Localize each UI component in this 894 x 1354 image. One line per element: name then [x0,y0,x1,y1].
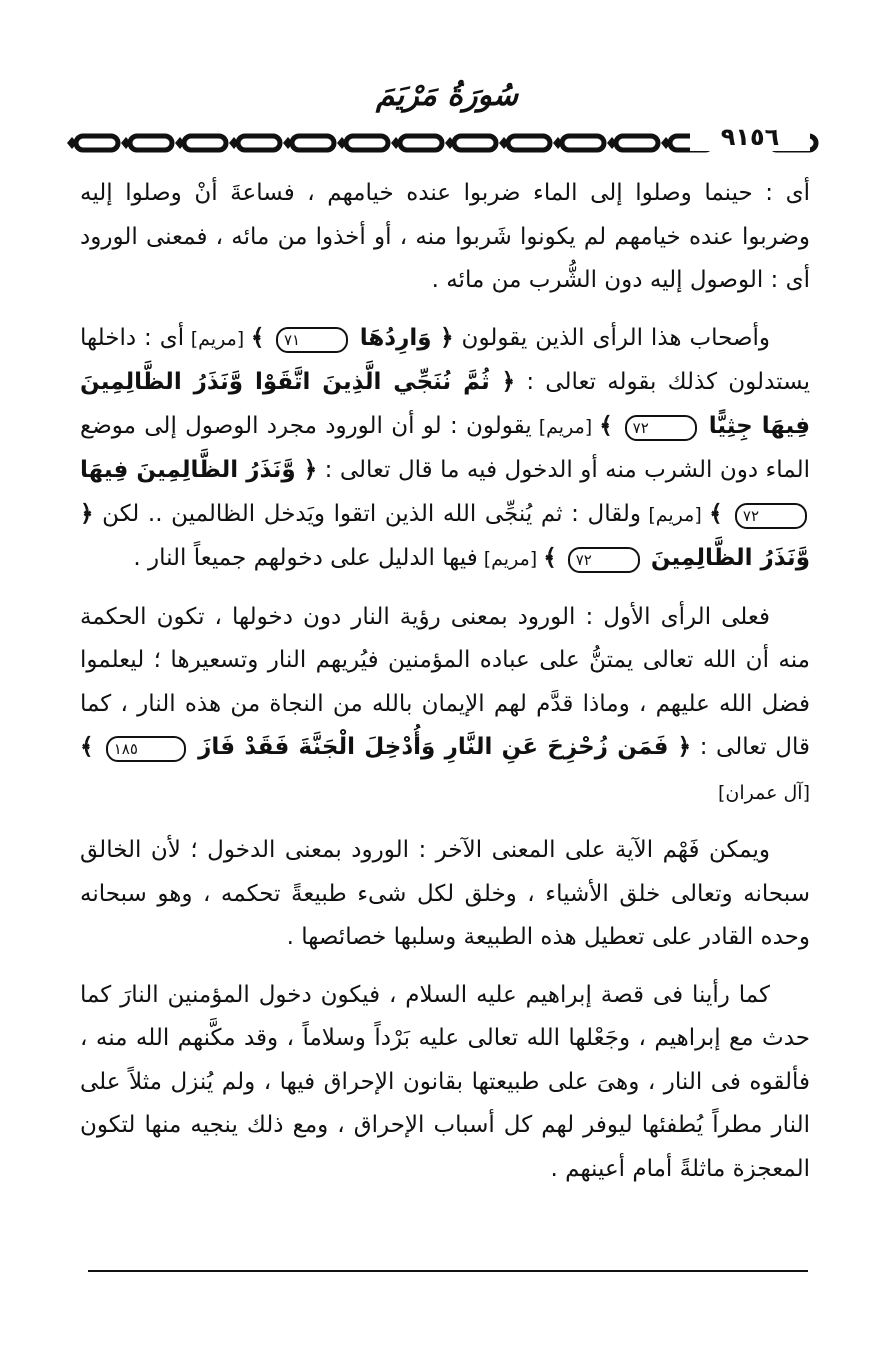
ayah-number: ٧٢ [625,415,697,441]
body-text-run: يقولون : لو أن الورود مجرد الوصول إلى موضع الماء دون الشرب منه أو الدخول فيه ما قال تعالى : [80,412,811,483]
footer-rule [88,1270,808,1272]
surah-reference: [مريم] [477,548,544,570]
body-text-run: فعلى الرأى الأول : الورود بمعنى رؤية النار دون دخولها ، تكون الحكمة منه أن الله تعالى يمتنُّ على عباده المؤمنين فيُريهم النار وتسعيرها ؛ ليعلموا فضل الله عليهم ، وماذا قدَّم لهم الإيمان بالله من النجاة من هذه النار ، كما قال تعالى : [80,603,810,760]
body-text-run: أى : حينما وصلوا إلى الماء ضربوا عنده خيامهم ، فساعةَ أنْ وصلوا إليه وضربوا عنده خيامهم لم يكونوا شَربوا منه ، أو أخذوا من مائه ، فمعنى الورود أى : الوصول إليه دون الشُّرب من مائه . [80,180,810,293]
quran-verse: ﴿ فَمَن زُحْزِحَ عَنِ النَّارِ وَأُدْخِلَ الْجَنَّةَ فَقَدْ فَازَ [188,734,692,760]
quran-verse: ﴾ [543,545,565,571]
quran-verse: ﴿ وَارِدُهَا [351,324,454,351]
chain-link [508,136,550,150]
body-text-run: ويمكن فَهْم الآية على المعنى الآخر : الورود بمعنى الدخول ؛ لأن الخالق سبحانه وتعالى خلق الأشياء ، وخلق لكل شىء طبيعةً تحكمه ، وهو سبحانه وحده القادر على تعطيل هذه الطبيعة وسلبها خصائصها . [80,837,810,950]
quran-verse: ﴿ ثُمَّ نُنَجِّي الَّذِينَ اتَّقَوْا وَّنَذَرُ الظَّالِمِينَ فِيهَا جِثِيًّا [80,369,811,439]
paragraph [80,974,810,1192]
paragraph [80,317,810,582]
page-body [80,172,810,1205]
chain-link [400,136,442,150]
body-text-run: فيها الدليل على دخولهم جميعاً النار . [133,545,478,571]
paragraph [80,829,810,960]
surah-reference: [مريم] [531,415,600,438]
page-number: ٩١٥٦ [690,123,810,151]
ayah-number: ٧١ [276,327,348,353]
surah-reference: [مريم] [184,327,251,350]
quran-verse: ﴿ وَّنَذَرُ الظَّالِمِينَ [80,500,810,571]
paragraph [80,172,810,303]
chain-link [346,136,388,150]
chain-link [184,136,226,150]
chain-link [454,136,496,150]
quran-verse: ﴾ [80,734,103,760]
paragraph [80,596,810,816]
chain-link [616,136,658,150]
ayah-number: ٧٢ [568,547,640,573]
chain-link [130,136,172,150]
body-text-run: أى : داخلها يستدلون كذلك بقوله تعالى : [80,324,811,395]
chain-link [76,136,118,150]
surah-reference: [مريم] [641,503,710,526]
body-text-run: كما رأينا فى قصة إبراهيم عليه السلام ، فيكون دخول المؤمنين النارَ كما حدث مع إبراهيم ، وجَعْلها الله تعالى عليه بَرْداً وسلاماً ، وقد مكَّنهم الله منه ، فألقوه فى النار ، وهىَ على طبيعتها بقانون الإحراق فيها ، ولم يُنزل مثلاً على النار مطراً يُطفئها ليوفر لهم كل أسباب الإحراق ، ومع ذلك ينجيه منها لتكون المعجزة ماثلةً أمام أعينهم . [80,981,810,1182]
ayah-number: ٧٢ [735,503,807,529]
body-text-run: ولقال : ثم يُنجِّى الله الذين اتقوا ويَدخل الظالمين .. لكن [93,500,641,527]
quran-verse: ﴾ [599,412,622,439]
ayah-number: ١٨٥ [106,736,186,762]
chain-link [292,136,334,150]
surah-title: سُورَةُ مَرْيَمَ [375,78,519,113]
chain-link [562,136,604,150]
quran-verse: ﴾ [250,324,273,351]
quran-verse: ﴿ وَّنَذَرُ الظَّالِمِينَ فِيهَا [80,457,318,483]
body-text-run: وأصحاب هذا الرأى الذين يقولون [453,324,770,351]
surah-reference: [آل عمران] [718,781,810,804]
quran-verse: ﴾ [709,500,732,527]
chain-link [238,136,280,150]
